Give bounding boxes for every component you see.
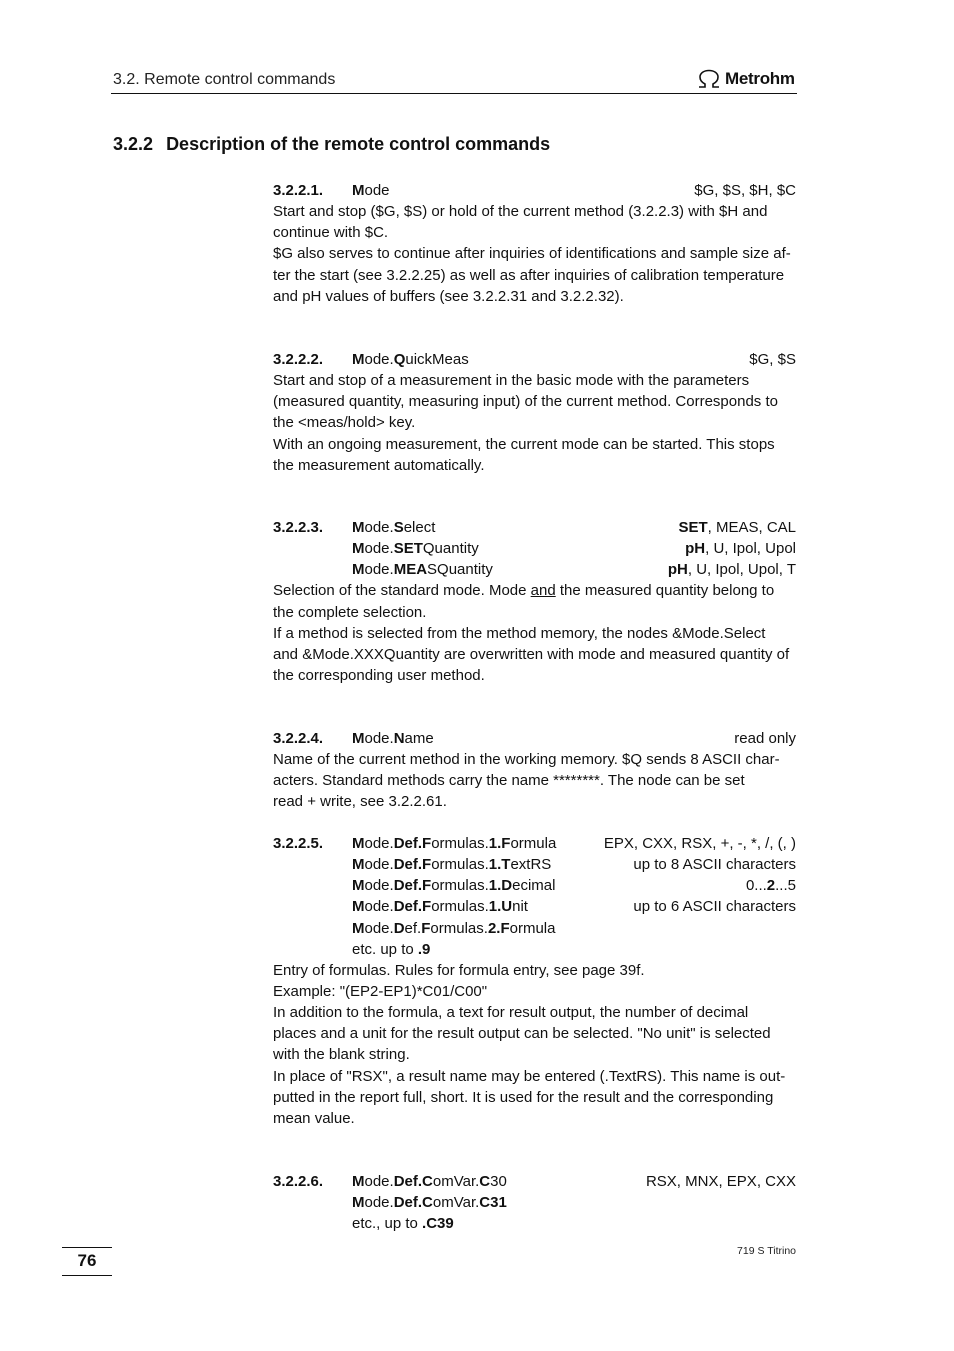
command-path: Mode.Def.ComVar.C30 xyxy=(352,1173,507,1190)
command-row xyxy=(273,875,796,896)
command-row xyxy=(273,349,796,370)
command-values: up to 6 ASCII characters xyxy=(633,898,796,916)
command-path: Mode.Def.Formulas.1.TextRS xyxy=(352,856,552,874)
command-path: Mode.Def.Formulas.1.Formula xyxy=(352,835,557,852)
command-row xyxy=(273,1192,796,1213)
subsection-3-2-2-3 xyxy=(273,517,796,686)
description: Entry of formulas. Rules for formula entry, see page 39f. Example: "(EP2-EP1)*C01/C00" In addition to the formula, a text for result output, the number of decimal places and a unit for the result output can be selected. "No unit" is selected with the blank string. In place of "RSX", a result name may be entered (.TextRS). This name is out- putted in the report full, short. It is used for the result and the corresponding mean value. xyxy=(273,961,786,1127)
command-etc: etc., up to .C39 xyxy=(352,1215,454,1233)
command-path: Mode.MEASQuantity xyxy=(352,561,493,579)
command-values: read only xyxy=(734,730,796,747)
command-row xyxy=(273,1171,796,1192)
subsection-3-2-2-4 xyxy=(273,728,796,813)
subsection-number: 3.2.2.4. xyxy=(273,730,324,747)
command-path: Mode.Select xyxy=(352,519,436,536)
command-row xyxy=(273,854,796,875)
command-row xyxy=(273,728,796,749)
description: Start and stop ($G, $S) or hold of the current method (3.2.2.3) with $H and continue with $C. $G also serves to continue after inquiries of identifications and sample size af- ter the start (see 3.2.2.25) as well as after inquiries of calibration temperature and pH values of buffers (see 3.2.2.31 and 3.2.2.32). xyxy=(273,203,791,305)
command-row xyxy=(273,1213,796,1234)
subsection-3-2-2-6 xyxy=(273,1171,796,1234)
subsection-3-2-2-5 xyxy=(273,833,796,1129)
subsection-number: 3.2.2.6. xyxy=(273,1173,324,1190)
command-path: Mode xyxy=(352,182,390,199)
command-values: RSX, MNX, EPX, CXX xyxy=(645,1173,796,1190)
section-title xyxy=(113,134,550,155)
command-row xyxy=(273,517,796,538)
command-values: pH, U, Ipol, Upol xyxy=(685,540,796,558)
command-path: Mode.Def.ComVar.C31 xyxy=(352,1194,507,1212)
command-values: SET, MEAS, CAL xyxy=(678,519,796,536)
command-row xyxy=(273,538,796,559)
subsection-3-2-2-2 xyxy=(273,349,796,476)
page-number: 76 xyxy=(77,1251,97,1270)
command-values: $G, $S xyxy=(749,351,796,368)
running-header: 3.2. Remote control commands xyxy=(113,71,336,88)
subsection-number: 3.2.2.1. xyxy=(273,182,324,199)
command-values: $G, $S, $H, $C xyxy=(694,182,796,199)
command-path: Mode.Def.Formulas.1.Unit xyxy=(352,898,528,916)
description: Selection of the standard mode. Mode and the measured quantity belong to the complete selection. If a method is selected from the method memory, the nodes &Mode.Select and &Mode.XXXQuantity are overwritten with mode and measured quantity of the corresponding user method. xyxy=(273,582,790,685)
subsection-3-2-2-1 xyxy=(273,180,796,307)
footer-rule-top xyxy=(62,1247,112,1248)
subsection-number: 3.2.2.2. xyxy=(273,351,324,368)
brand-logo xyxy=(697,67,795,91)
subsection-number: 3.2.2.3. xyxy=(273,519,324,536)
command-values: up to 8 ASCII characters xyxy=(633,856,796,874)
command-row xyxy=(273,896,796,917)
brand-name: Metrohm xyxy=(725,69,795,88)
command-values: pH, U, Ipol, Upol, T xyxy=(667,561,796,579)
command-values: 0...2...5 xyxy=(745,877,796,895)
description: Name of the current method in the working memory. $Q sends 8 ASCII char- acters. Standard methods carry the name ********. The node can be set read + write, see 3.2.2.61. xyxy=(273,751,780,811)
description: Start and stop of a measurement in the basic mode with the parameters (measured quantity, measuring input) of the current method. Corresponds to the <meas/hold> key. With an ongoing measurement, the current mode can be started. This stops the measurement automatically. xyxy=(273,372,778,474)
subsection-number: 3.2.2.5. xyxy=(273,835,324,852)
section-number: 3.2.2 xyxy=(113,134,154,154)
command-row xyxy=(273,180,796,201)
command-path: Mode.Def.Formulas.2.Formula xyxy=(352,919,556,937)
command-row xyxy=(273,833,796,854)
footer-rule xyxy=(62,1275,112,1276)
command-path: Mode.QuickMeas xyxy=(352,351,469,368)
command-path: Mode.Name xyxy=(352,730,434,747)
command-row xyxy=(273,939,796,960)
command-path: Mode.SETQuantity xyxy=(352,540,479,558)
header-rule xyxy=(111,93,797,94)
model-name: 719 S Titrino xyxy=(737,1245,796,1257)
command-etc: etc. up to .9 xyxy=(352,940,431,958)
command-row xyxy=(273,559,796,580)
command-row xyxy=(273,918,796,939)
command-values: EPX, CXX, RSX, +, -, *, /, (, ) xyxy=(603,835,796,852)
section-title-text: Description of the remote control commands xyxy=(166,134,551,154)
command-path: Mode.Def.Formulas.1.Decimal xyxy=(352,877,556,895)
omega-icon xyxy=(697,69,721,89)
